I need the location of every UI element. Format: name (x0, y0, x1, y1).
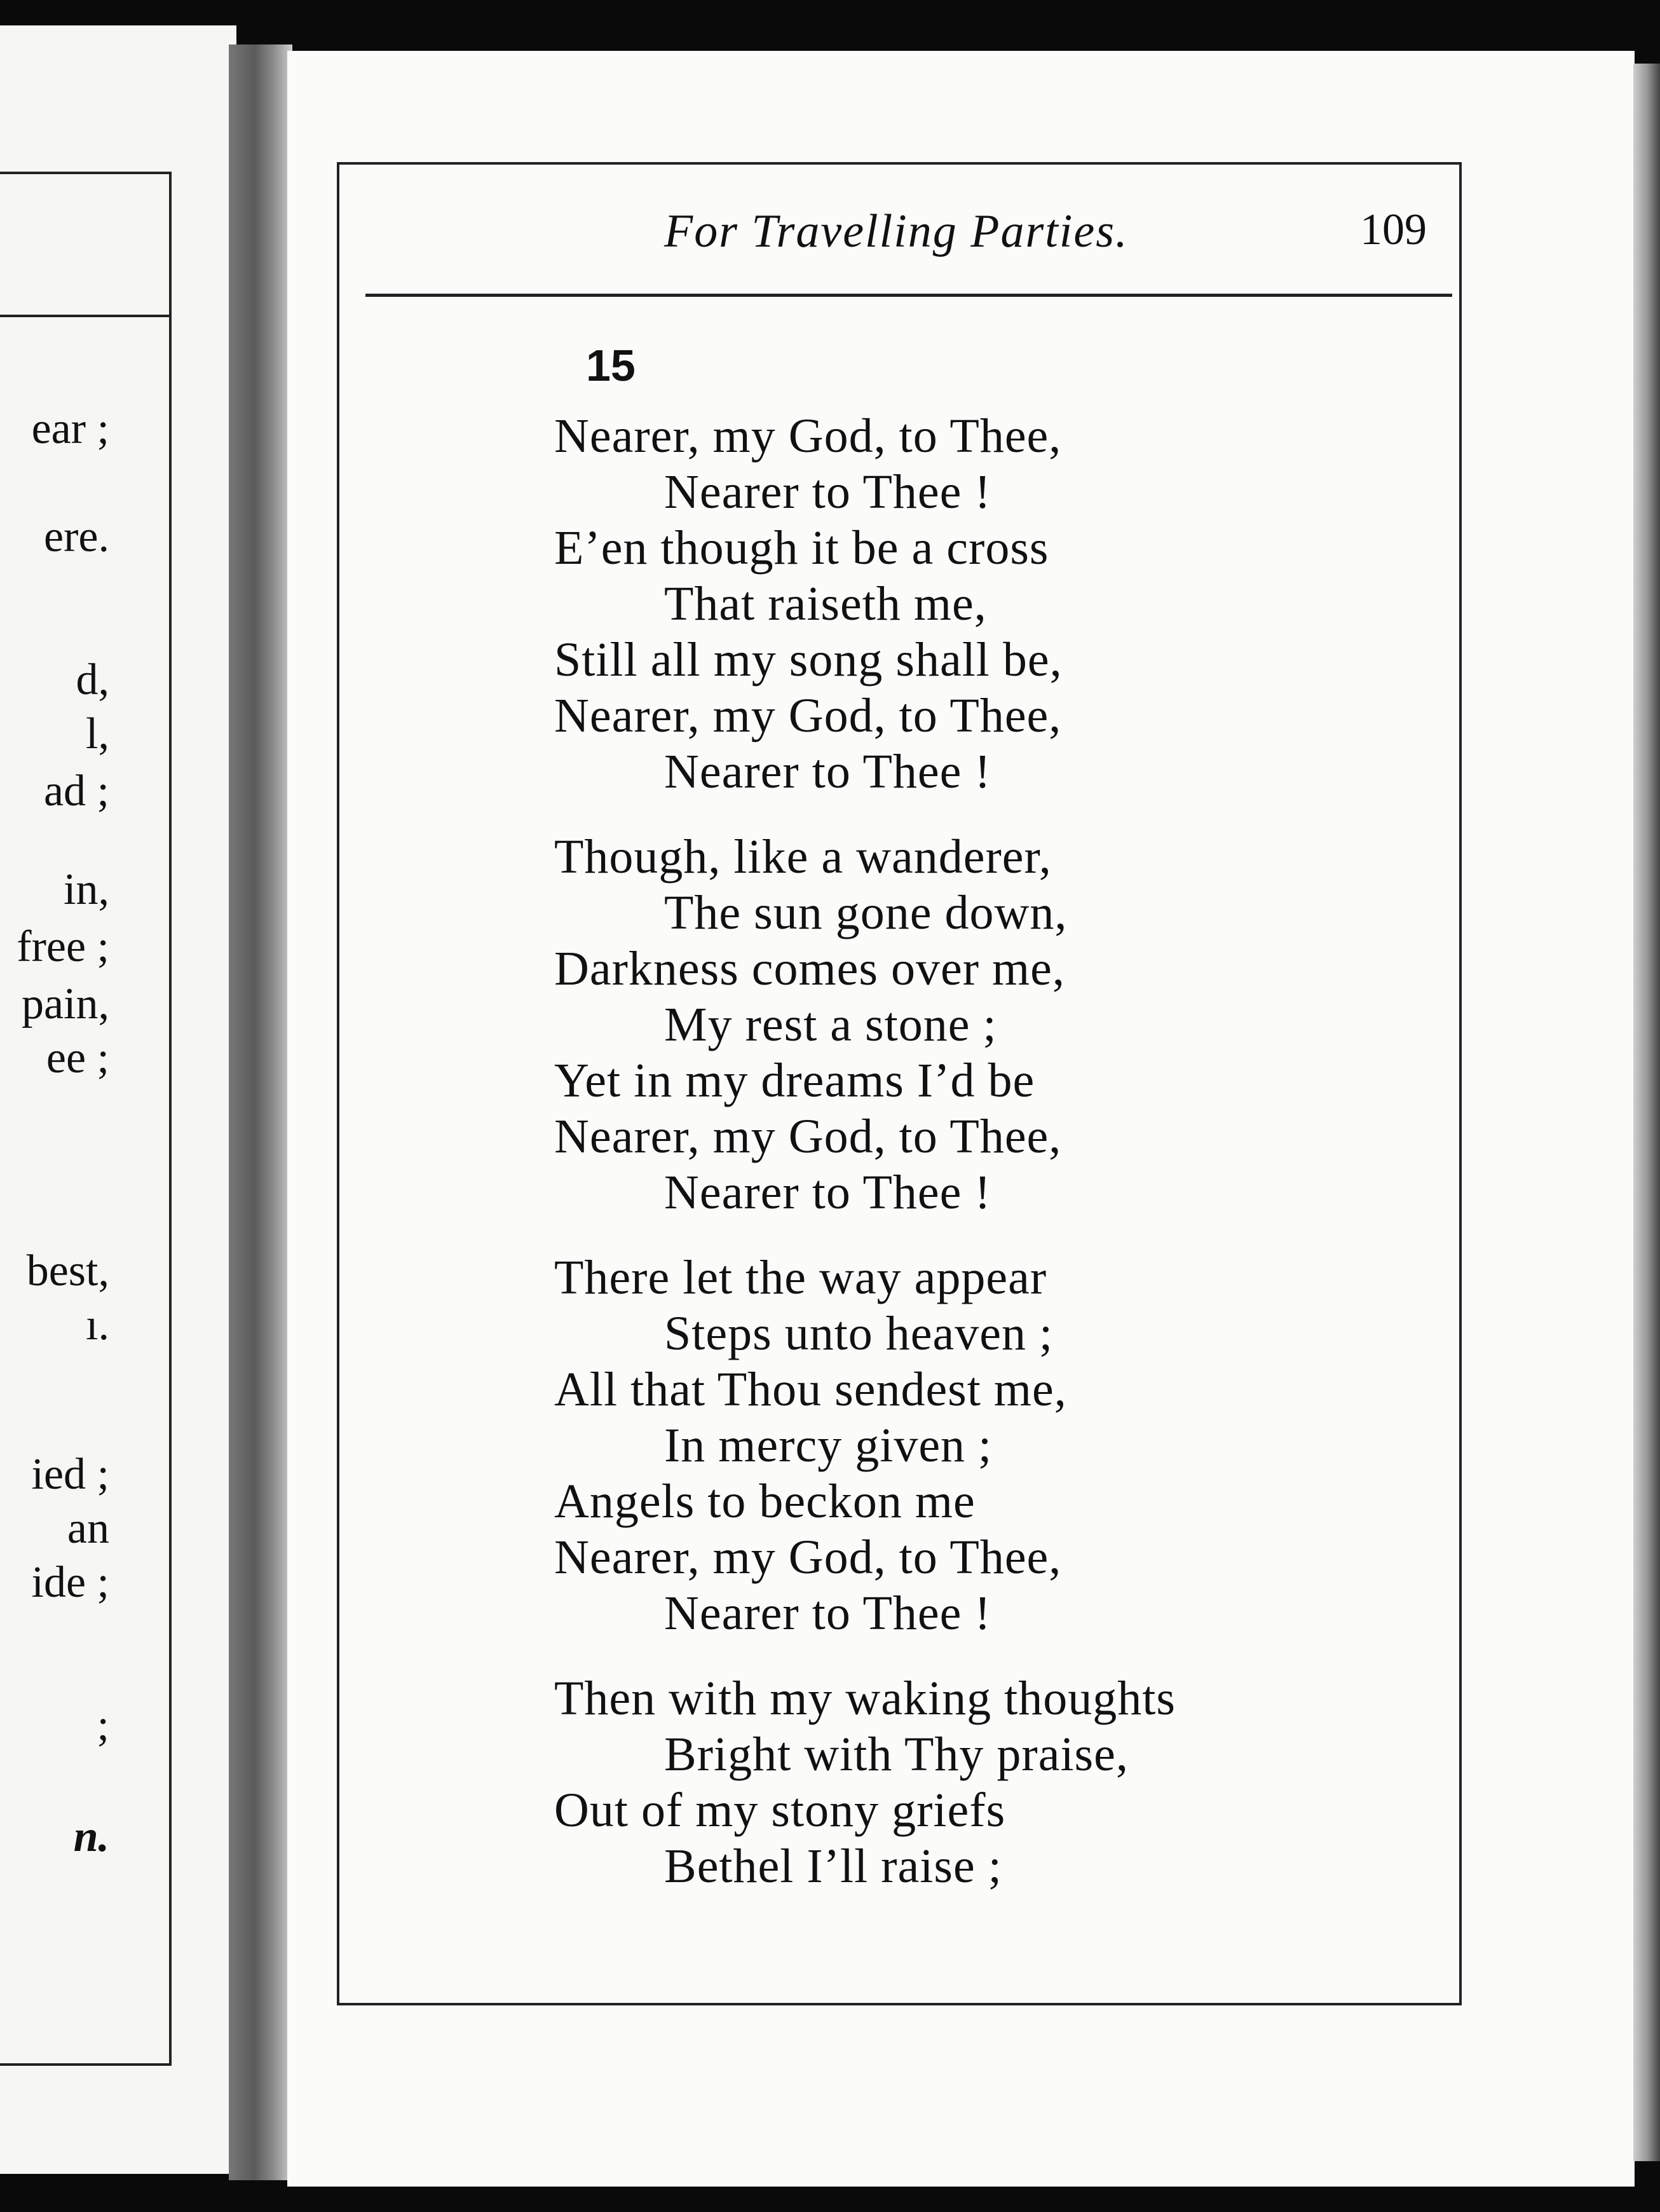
left-page-fragment: ad ; (43, 767, 109, 816)
header-rule (365, 294, 1452, 297)
running-head: For Travelling Parties. (664, 205, 1129, 257)
left-page-frame (0, 172, 172, 2066)
left-page-fragment: an (67, 1504, 109, 1553)
verse-line: The sun gone down, (664, 886, 1068, 939)
verse-line: Bright with Thy praise, (664, 1728, 1129, 1781)
left-page-fragment: ere. (44, 512, 109, 561)
verse-line: Steps unto heaven ; (664, 1307, 1054, 1360)
page-number: 109 (1360, 205, 1427, 254)
verse-line: Out of my stony griefs (554, 1784, 1006, 1837)
left-page-header-rule (0, 315, 172, 317)
left-page-fragment: n. (73, 1812, 109, 1861)
left-page-fragment: ı. (86, 1301, 109, 1349)
verse-line: My rest a stone ; (664, 998, 997, 1051)
verse-line: Then with my waking thoughts (554, 1672, 1176, 1725)
left-page-fragment: d, (76, 655, 109, 704)
verse-line: Though, like a wanderer, (554, 830, 1052, 884)
left-page-fragment: l, (86, 709, 109, 758)
book-gutter (229, 44, 292, 2180)
hymn-number: 15 (586, 341, 636, 390)
verse-line: Angels to beckon me (554, 1475, 976, 1528)
verse-line: Nearer, my God, to Thee, (554, 689, 1062, 742)
left-page-fragment: ear ; (31, 404, 109, 453)
left-page-fragment: pain, (21, 980, 109, 1028)
left-page-fragment: free ; (17, 922, 109, 971)
left-page (0, 25, 236, 2174)
verse-line: In mercy given ; (664, 1419, 993, 1472)
left-page-fragment: in, (64, 865, 109, 914)
left-page-fragment: ied ; (31, 1450, 109, 1499)
verse-line: E’en though it be a cross (554, 521, 1049, 575)
page-edge (1633, 64, 1660, 2161)
verse-line: That raiseth me, (664, 577, 987, 631)
left-page-fragment: best, (26, 1246, 109, 1295)
verse-line: Still all my song shall be, (554, 633, 1063, 686)
verse-line: Nearer to Thee ! (664, 1587, 991, 1640)
verse-line: There let the way appear (554, 1251, 1047, 1304)
left-page-fragment: ide ; (31, 1558, 109, 1607)
verse-line: All that Thou sendest me, (554, 1363, 1067, 1416)
verse-line: Nearer, my God, to Thee, (554, 1531, 1062, 1584)
verse-line: Darkness comes over me, (554, 942, 1065, 995)
verse-line: Nearer to Thee ! (664, 745, 991, 798)
verse-line: Nearer, my God, to Thee, (554, 409, 1062, 463)
verse-line: Yet in my dreams I’d be (554, 1054, 1035, 1107)
verse-line: Nearer to Thee ! (664, 1166, 991, 1219)
verse-line: Nearer to Thee ! (664, 465, 991, 519)
left-page-fragment: ; (97, 1701, 109, 1750)
verse-line: Bethel I’ll raise ; (664, 1840, 1002, 1893)
left-page-fragment: ee ; (46, 1034, 109, 1082)
verse-line: Nearer, my God, to Thee, (554, 1110, 1062, 1163)
